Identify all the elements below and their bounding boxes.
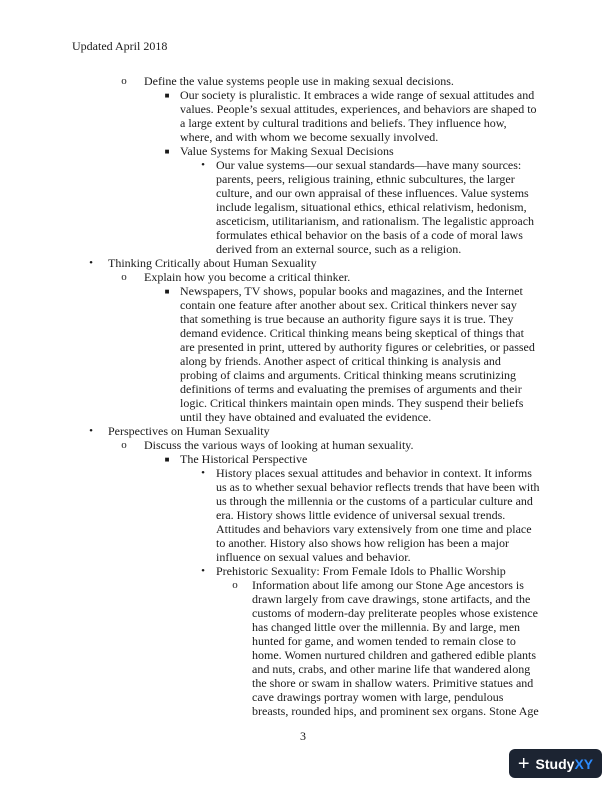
bullet-marker: • bbox=[201, 467, 205, 479]
text-line: Our value systems—our sexual standards—have many sources: bbox=[216, 158, 522, 172]
prehistoric-heading: Prehistoric Sexuality: From Female Idols to Phallic Worship bbox=[216, 564, 506, 578]
critical-thinking-heading: Thinking Critically about Human Sexuality bbox=[108, 256, 317, 270]
text-line: logic. Critical thinkers maintain open minds. They suspend their beliefs bbox=[180, 396, 524, 410]
circle-marker: o bbox=[121, 75, 127, 87]
text-line: us through the millennia or the customs of a particular culture and bbox=[216, 494, 533, 508]
text-line: derived from an external source, such as a religion. bbox=[216, 242, 462, 256]
text-line: include legalism, situational ethics, ethical relativism, hedonism, bbox=[216, 200, 527, 214]
text-line: until they have obtained and evaluated the evidence. bbox=[180, 410, 432, 424]
text-line: us as to whether sexual behavior reflects trends that have been with bbox=[216, 480, 540, 494]
text-line: formulates ethical behavior on the basis of a code of moral laws bbox=[216, 228, 523, 242]
text-line: Newspapers, TV shows, popular books and magazines, and the Internet bbox=[180, 284, 523, 298]
plus-icon: + bbox=[517, 752, 530, 775]
text-line: drawn largely from cave drawings, stone artifacts, and the bbox=[252, 592, 531, 606]
text-line: are presented in print, uttered by authority figures or celebrities, or passed bbox=[180, 340, 535, 354]
text-line: contain one feature after another about sex. Critical thinkers never say bbox=[180, 298, 517, 312]
square-marker: ■ bbox=[164, 147, 170, 156]
square-marker: ■ bbox=[164, 91, 170, 100]
brand-name: Study bbox=[535, 755, 575, 772]
bullet-marker: • bbox=[89, 425, 93, 437]
circle-marker: o bbox=[121, 439, 127, 451]
value-systems-heading: Value Systems for Making Sexual Decisions bbox=[180, 144, 394, 158]
text-line: definitions of terms and evaluating the premises of arguments and their bbox=[180, 382, 522, 396]
bullet-marker: • bbox=[201, 159, 205, 171]
text-line: along by friends. Another aspect of critical thinking is analysis and bbox=[180, 354, 501, 368]
text-line: Attitudes and behaviors vary extensively from one time and place bbox=[216, 522, 532, 536]
text-line: Information about life among our Stone Age ancestors is bbox=[252, 578, 524, 592]
text-line: breasts, rounded hips, and prominent sex organs. Stone Age bbox=[252, 704, 539, 718]
text-line: parents, peers, religious training, ethnic subcultures, the larger bbox=[216, 172, 515, 186]
text-line: culture, and our own appraisal of these influences. Value systems bbox=[216, 186, 529, 200]
brand-accent: XY bbox=[574, 755, 594, 772]
text-line: demand evidence. Critical thinking means being skeptical of things that bbox=[180, 326, 524, 340]
text-line: and nuts, crabs, and other marine life that wandered along bbox=[252, 662, 531, 676]
text-line: to another. History also shows how religion has been a major bbox=[216, 536, 509, 550]
square-marker: ■ bbox=[164, 455, 170, 464]
page-header: Updated April 2018 bbox=[72, 39, 168, 53]
objective-perspectives: Discuss the various ways of looking at human sexuality. bbox=[144, 438, 414, 452]
text-line: History places sexual attitudes and behavior in context. It informs bbox=[216, 466, 532, 480]
page-number: 3 bbox=[300, 729, 306, 743]
objective-critical-thinker: Explain how you become a critical thinker. bbox=[144, 270, 351, 284]
objective-value-systems: Define the value systems people use in making sexual decisions. bbox=[144, 74, 454, 88]
square-marker: ■ bbox=[164, 287, 170, 296]
text-line: influence on sexual values and behavior. bbox=[216, 550, 411, 564]
perspectives-heading: Perspectives on Human Sexuality bbox=[108, 424, 270, 438]
text-line: probing of claims and arguments. Critical thinking means scrutinizing bbox=[180, 368, 517, 382]
studyxy-badge[interactable] bbox=[509, 749, 602, 778]
bullet-marker: • bbox=[201, 565, 205, 577]
text-line: a large extent by cultural traditions and beliefs. They influence how, bbox=[180, 116, 507, 130]
bullet-marker: • bbox=[89, 257, 93, 269]
text-line: has changed little over the millennia. By and large, men bbox=[252, 620, 521, 634]
text-line: Our society is pluralistic. It embraces a wide range of sexual attitudes and bbox=[180, 88, 535, 102]
text-line: cave drawings portray women with large, pendulous bbox=[252, 690, 504, 704]
text-line: values. People’s sexual attitudes, experiences, and behaviors are shaped to bbox=[180, 102, 537, 116]
circle-marker: o bbox=[232, 579, 238, 591]
text-line: where, and with whom we become sexually involved. bbox=[180, 130, 439, 144]
text-line: the shore or swam in shallow waters. Primitive statues and bbox=[252, 676, 534, 690]
text-line: asceticism, utilitarianism, and rationalism. The legalistic approach bbox=[216, 214, 535, 228]
circle-marker: o bbox=[121, 271, 127, 283]
text-line: era. History shows little evidence of universal sexual trends. bbox=[216, 508, 506, 522]
text-line: that something is true because an authority figure says it is true. They bbox=[180, 312, 514, 326]
text-line: hunted for game, and women tended to remain close to bbox=[252, 634, 516, 648]
text-line: home. Women nurtured children and gathered edible plants bbox=[252, 648, 537, 662]
text-line: customs of modern-day preliterate peoples whose existence bbox=[252, 606, 538, 620]
historical-perspective-heading: The Historical Perspective bbox=[180, 452, 308, 466]
